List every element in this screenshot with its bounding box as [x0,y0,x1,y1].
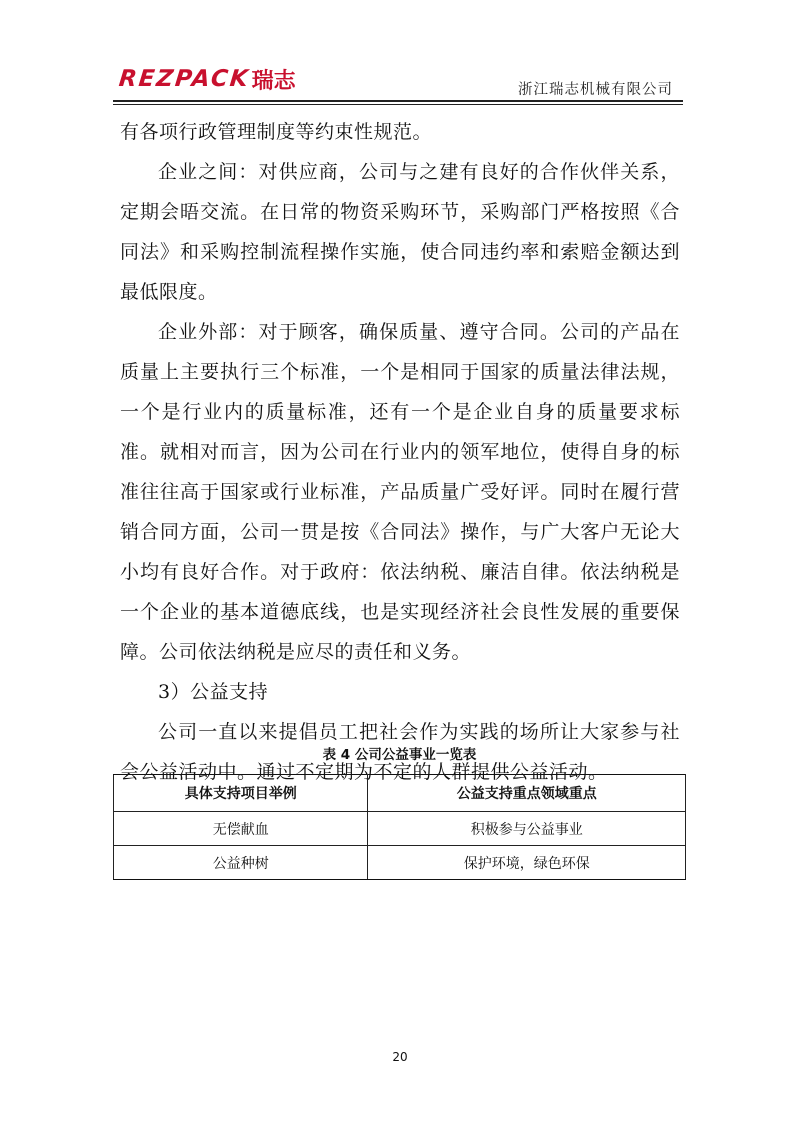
page-header [113,58,683,102]
table-cell: 保护环境，绿色环保 [368,846,686,880]
table-cell: 积极参与公益事业 [368,812,686,846]
logo-latin-text: REZPACK [117,66,252,92]
paragraph: 有各项行政管理制度等约束性规范。 [120,121,433,143]
table-row [114,812,686,846]
table-row [114,846,686,880]
paragraph: 企业之间：对供应商，公司与之建有良好的合作伙伴关系，定期会晤交流。在日常的物资采购环节，采购部门严格按照《合同法》和采购控制流程操作实施，使合同违约率和索赔金额达到最低限度。 [120,161,680,303]
table-header-cell: 公益支持重点领域重点 [368,775,686,812]
charity-table [113,774,686,880]
section-heading: 3）公益支持 [158,681,269,703]
body-text [120,112,680,792]
company-logo [119,65,296,93]
logo-cjk-text: 瑞志 [251,68,296,94]
table-caption: 表 4 公司公益事业一览表 [322,747,477,763]
table-header-row [114,775,686,812]
paragraph: 公司一直以来提倡员工把社会作为实践的场所让大家参与社会公益活动中。通过不定期为不定的人群提供公益活动。 [120,721,680,783]
table-cell: 公益种树 [114,846,368,880]
paragraph: 企业外部：对于顾客，确保质量、遵守合同。公司的产品在质量上主要执行三个标准，一个是相同于国家的质量法律法规，一个是行业内的质量标准，还有一个是企业自身的质量要求标准。就相对而言，因为公司在行业内的领军地位，使得自身的标准往往高于国家或行业标准，产品质量广受好评。同时在履行营销合同方面，公司一贯是按《合同法》操作，与广大客户无论大小均有良好合作。对于政府：依法纳税、廉洁自律。依法纳税是一个企业的基本道德底线，也是实现经济社会良性发展的重要保障。公司依法纳税是应尽的责任和义务。 [120,321,680,663]
header-rule [113,100,683,102]
page-number: 20 [392,1050,408,1064]
company-name: 浙江瑞志机械有限公司 [518,82,673,98]
table-header-cell: 具体支持项目举例 [114,775,368,812]
table-cell: 无偿献血 [114,812,368,846]
header-rule-thin [113,104,683,105]
